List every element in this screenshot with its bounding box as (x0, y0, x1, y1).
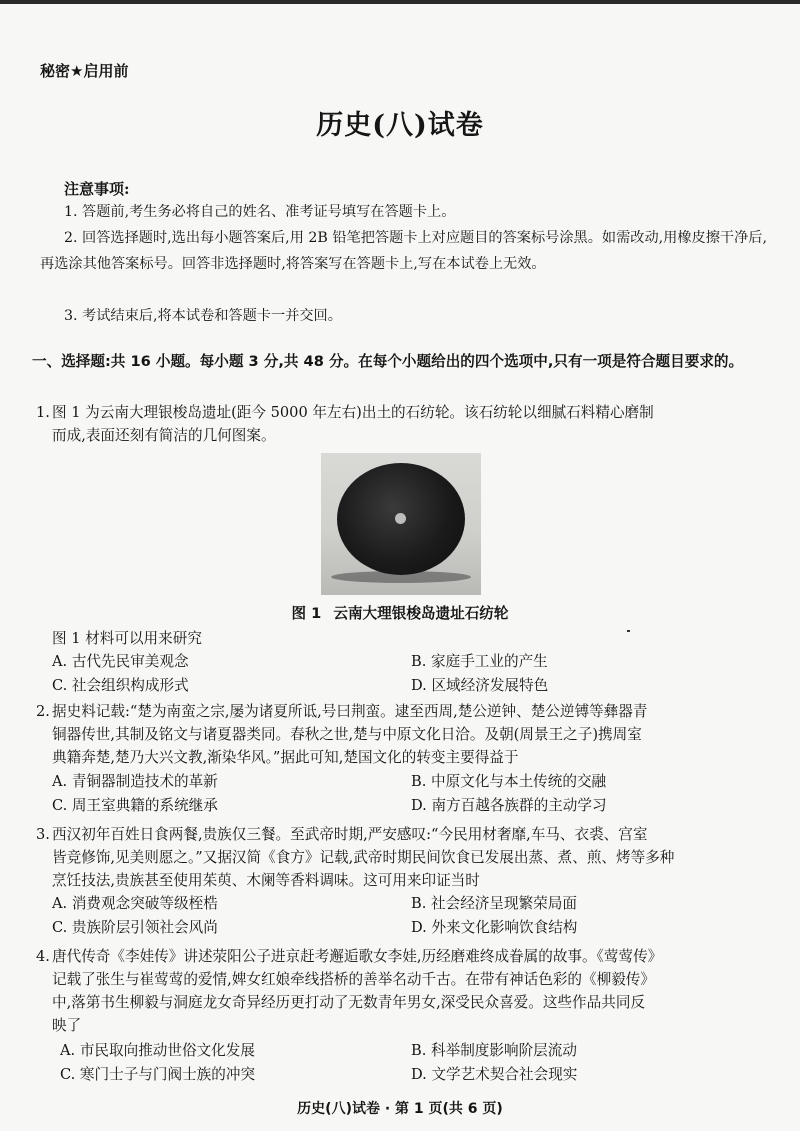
note-item: 2. 回答选择题时,选出每小题答案后,用 2B 铅笔把答题卡上对应题目的答案标号涂黑。如需改动,用橡皮擦干净后,再选涂其他答案标号。回答非选择题时,将答案写在答题卡上,写在本试卷上无效。 (40, 230, 767, 272)
option-d: D. 文学艺术契合社会现实 (411, 1066, 578, 1083)
option-b: B. 科举制度影响阶层流动 (411, 1042, 577, 1059)
disc-hole (395, 513, 406, 524)
option-c: C. 周王室典籍的系统继承 (52, 797, 218, 814)
question-line: 映了 (52, 1017, 82, 1034)
top-border (0, 0, 800, 4)
notes-heading: 注意事项: (64, 180, 130, 198)
option-b: B. 中原文化与本土传统的交融 (411, 773, 607, 790)
option-c: C. 贵族阶层引领社会风尚 (52, 919, 218, 936)
figure-caption (0, 602, 800, 623)
question-3 (36, 823, 774, 892)
confidential-label: 秘密★启用前 (40, 62, 129, 80)
question-line: 而成,表面还刻有简洁的几何图案。 (52, 427, 276, 444)
option-a: A. 市民取向推动世俗文化发展 (60, 1042, 255, 1059)
option-d: D. 南方百越各族群的主动学习 (411, 797, 607, 814)
stone-disc (337, 463, 465, 575)
page-footer: 历史(八)试卷 · 第 1 页(共 6 页) (297, 1101, 503, 1117)
question-line: 图 1 为云南大理银梭岛遗址(距今 5000 年左右)出土的石纺轮。该石纺轮以细腻石料精心磨制 (52, 404, 654, 421)
option-b: B. 家庭手工业的产生 (411, 653, 548, 670)
option-d: D. 区域经济发展特色 (411, 677, 549, 694)
question-line: 西汉初年百姓日食两餐,贵族仅三餐。至武帝时期,严安感叹:“今民用材奢靡,车马、衣裘、宫室 (52, 826, 648, 843)
question-4 (36, 945, 774, 1037)
question-2 (36, 700, 774, 769)
page-title: 历史(八)试卷 (316, 110, 484, 141)
question-number: 1. (36, 404, 50, 421)
figure-label: 图 1 (291, 605, 322, 622)
section-heading: 一、选择题:共 16 小题。每小题 3 分,共 48 分。在每个小题给出的四个选项中,只有一项是符合题目要求的。 (32, 353, 744, 370)
question-prompt: 图 1 材料可以用来研究 (52, 630, 202, 647)
note-item: 3. 考试结束后,将本试卷和答题卡一并交回。 (64, 308, 342, 324)
option-b: B. 社会经济呈现繁荣局面 (411, 895, 577, 912)
spindle-whorl-photo (321, 453, 481, 595)
option-a: A. 青铜器制造技术的革新 (52, 773, 218, 790)
question-line: 唐代传奇《李娃传》讲述荥阳公子进京赶考邂逅歌女李娃,历经磨难终成眷属的故事。《莺莺传》 (52, 948, 663, 965)
question-line: 皆竞修饰,见美则愿之。”又据汉简《食方》记载,武帝时期民间饮食已发展出蒸、煮、煎、烤等多种 (52, 849, 675, 866)
question-line: 中,落第书生柳毅与洞庭龙女奇异经历更打动了无数青年男女,深受民众喜爱。这些作品共同反 (52, 994, 646, 1011)
question-number: 4. (36, 948, 50, 965)
question-number: 2. (36, 703, 50, 720)
question-line: 烹饪技法,贵族甚至使用茱萸、木阑等香料调味。这可用来印证当时 (52, 872, 480, 889)
figure-caption-text: 云南大理银梭岛遗址石纺轮 (333, 605, 509, 622)
option-c: C. 社会组织构成形式 (52, 677, 189, 694)
question-number: 3. (36, 826, 50, 843)
question-line: 据史料记载:“楚为南蛮之宗,屡为诸夏所诋,号曰荆蛮。逮至西周,楚公逆钟、楚公逆镈等彝器青 (52, 703, 648, 720)
question-1 (36, 401, 774, 447)
question-line: 典籍奔楚,楚乃大兴文教,渐染华风。”据此可知,楚国文化的转变主要得益于 (52, 749, 519, 766)
question-line: 记载了张生与崔莺莺的爱情,婢女红娘牵线搭桥的善举名动千古。在带有神话色彩的《柳毅传》 (52, 971, 655, 988)
option-c: C. 寒门士子与门阀士族的冲突 (60, 1066, 256, 1083)
option-d: D. 外来文化影响饮食结构 (411, 919, 578, 936)
question-line: 铜器传世,其制及铭文与诸夏器类同。春秋之世,楚与中原文化日洽。及朝(周景王之子)携周室 (52, 726, 642, 743)
note-item: 1. 答题前,考生务必将自己的姓名、准考证号填写在答题卡上。 (64, 204, 456, 220)
option-a: A. 消费观念突破等级桎梏 (52, 895, 218, 912)
option-a: A. 古代先民审美观念 (52, 653, 189, 670)
